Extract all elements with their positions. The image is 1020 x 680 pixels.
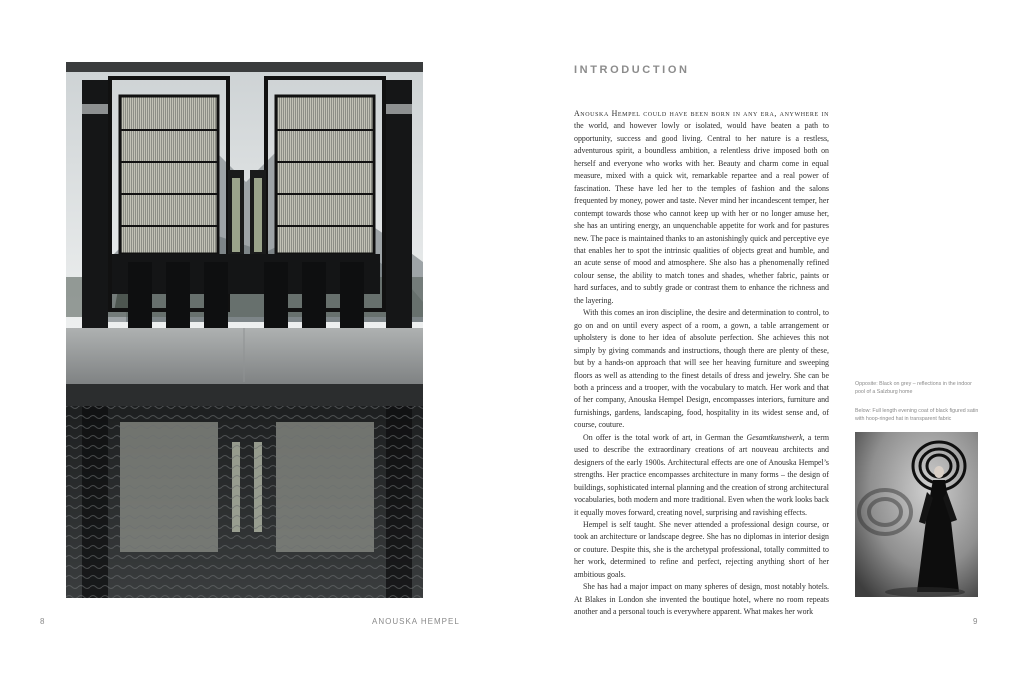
- paragraph-3: [574, 432, 829, 519]
- paragraph-3-text-a: On offer is the total work of art, in German the: [583, 432, 747, 442]
- body-text: [574, 108, 829, 617]
- gesamtkunstwerk-term: Gesamtkunstwerk: [746, 432, 803, 442]
- section-heading: INTRODUCTION: [574, 64, 690, 76]
- paragraph-2: With this comes an iron discipline, the desire and determination to control, to go on and on until every aspect of a room, a gown, a table arrangement or upholstery is done to her idea of absolute perfection. She achieves this not simply by giving commands and instructions, though there are plenty of these, but by a hands-on approach that will see her heaving furniture and sweeping floors as well as attending to the finest details of dress and jewelry. She can be both a princess and a trooper, with the vocabulary to match. Her work and that of her company, Anouska Hempel Design, encompasses interiors, furniture and furnishings, gardens, landscaping, food, hospitality in its widest sense and, of course, couture.: [574, 308, 829, 430]
- running-head: ANOUSKA HEMPEL: [372, 617, 460, 626]
- page-number-right: 9: [973, 617, 979, 626]
- paragraph-3-text-b: , a term used to describe the extraordinary creations of art nouveau architects and designers of the early 1900s. Architectural effects are one of Anouska Hempel’s strengths. Her practice encompasses architecture in many forms – the design of buildings, sophisticated internal planning and the creation of strong architectural vocabularies, both modern and more traditional. Even when the work looks back it equally moves forward, creating novel, surprising and ravishing effects.: [574, 432, 829, 517]
- paragraph-1: [574, 108, 829, 307]
- lead-in: Anouska Hempel could have been born in any era, anywhere in: [574, 109, 829, 118]
- caption-opposite: Opposite: Black on grey – reflections in the indoor pool of a Salzburg home: [855, 381, 972, 395]
- paragraph-5: She has had a major impact on many spheres of design, most notably hotels. At Blakes in London she invented the boutique hotel, where no room repeats another and a personal touch is everywhere apparent. What makes her work: [574, 582, 829, 617]
- paragraph-1-text: the world, and however lowly or isolated, would have beaten a path to opportunity, success and good living. Central to her nature is a restless, adventurous spirit, a boundless ambition, a relentless drive imposed both on herself and everyone who works with her. Beauty and charm come in equal measure, mixed with a quick wit, remarkable repartee and a real power of fascination. These have led her to the temples of fashion and the salons frequented by money, power and taste. Never mind her incandescent temper, her contempt towards those who cannot keep up with her or no longer amuse her, she has an untiring energy, an unquenchable appetite for work and for pastures new. The pace is maintained thanks to an astonishingly quick and perceptive eye that enables her to spot the intrinsic qualities of objects great and humble, and an acute sense of mood and atmosphere. She also has a phenomenally refined colour sense, the ability to match tones and shades, whether fabric, paints or hard surfaces, and to subtly grade or contrast them to enhance the richness and the layering.: [574, 121, 829, 305]
- evening-coat-photo: [855, 432, 978, 597]
- paragraph-4: Hempel is self taught. She never attended a professional design course, or took an architecture or landscape degree. She has no diplomas in interior design or couture. Despite this, she is the archetypal professional, totally committed to her work, determined to refine and perfect, rejecting anything short of her ambitious goals.: [574, 519, 829, 579]
- page-number-left: 8: [40, 617, 46, 626]
- pool-reflection-photo: [66, 62, 423, 598]
- caption-below: Below: Full length evening coat of black figured satin with hoop-ringed hat in transparent fabric: [855, 408, 979, 422]
